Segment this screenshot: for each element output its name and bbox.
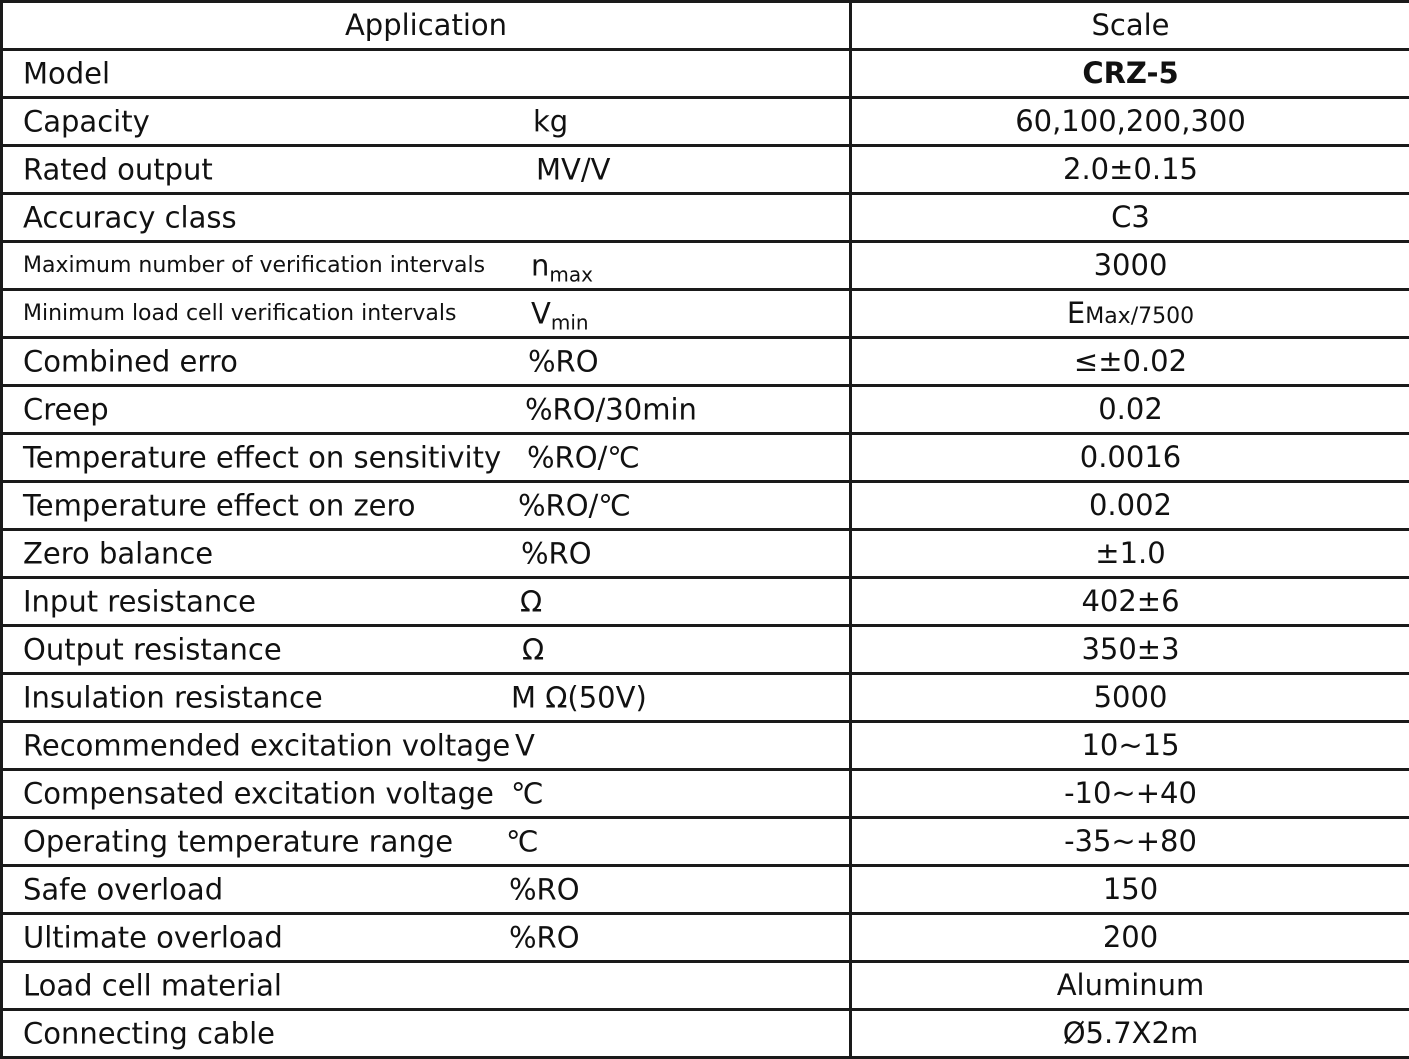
param-value: 60,100,200,300 <box>851 98 1409 146</box>
unit-main: n <box>531 248 550 282</box>
param-cell <box>2 674 851 722</box>
param-unit: %RO <box>521 536 592 570</box>
param-value: ±1.0 <box>851 530 1409 578</box>
table-row <box>2 626 1409 674</box>
param-name: Accuracy class <box>23 200 237 234</box>
param-name: Connecting cable <box>23 1016 275 1050</box>
param-name: Compensated excitation voltage <box>23 776 494 810</box>
table-row <box>2 338 1409 386</box>
param-name: Insulation resistance <box>23 680 323 714</box>
param-name: Temperature effect on sensitivity <box>23 440 502 474</box>
param-unit: %RO <box>528 344 599 378</box>
param-name: Zero balance <box>23 536 214 570</box>
param-value: 0.02 <box>851 386 1409 434</box>
param-name: Ultimate overload <box>23 920 283 954</box>
param-value: 0.002 <box>851 482 1409 530</box>
table-row <box>2 1010 1409 1058</box>
param-name: Maximum number of verification intervals <box>23 252 486 278</box>
param-name: Combined erro <box>23 344 238 378</box>
param-unit: %RO/℃ <box>527 440 640 474</box>
param-name: Temperature effect on zero <box>23 488 416 522</box>
param-cell <box>2 98 851 146</box>
unit-sub: min <box>550 310 589 334</box>
param-cell <box>2 194 851 242</box>
param-unit: %RO/℃ <box>518 488 631 522</box>
param-name: Creep <box>23 392 109 426</box>
param-cell <box>2 722 851 770</box>
param-name: Minimum load cell verification intervals <box>23 300 457 326</box>
param-name: Recommended excitation voltage <box>23 728 511 762</box>
param-cell <box>2 242 851 290</box>
param-name: Input resistance <box>23 584 257 618</box>
unit-main: V <box>531 296 551 330</box>
param-cell <box>2 1010 851 1058</box>
value-small: Max/7500 <box>1085 304 1195 329</box>
param-cell <box>2 530 851 578</box>
param-value: 150 <box>851 866 1409 914</box>
param-name: Operating temperature range <box>23 824 454 858</box>
param-value: ≤±0.02 <box>851 338 1409 386</box>
param-cell <box>2 146 851 194</box>
table-row <box>2 290 1409 338</box>
param-unit: %RO/30min <box>525 392 697 426</box>
param-value: -35~+80 <box>851 818 1409 866</box>
param-cell <box>2 962 851 1010</box>
param-cell <box>2 338 851 386</box>
param-unit <box>531 248 593 286</box>
param-unit <box>531 296 589 334</box>
param-unit: %RO <box>509 920 580 954</box>
param-value: 200 <box>851 914 1409 962</box>
param-unit: M Ω(50V) <box>511 680 647 714</box>
param-value: 3000 <box>851 242 1409 290</box>
param-value: CRZ-5 <box>851 50 1409 98</box>
table-row <box>2 98 1409 146</box>
table-row <box>2 530 1409 578</box>
header-application: Application <box>2 2 851 50</box>
param-cell <box>2 770 851 818</box>
param-value: 0.0016 <box>851 434 1409 482</box>
value-main: E <box>1066 296 1086 330</box>
param-name: Rated output <box>23 152 213 186</box>
param-value: 2.0±0.15 <box>851 146 1409 194</box>
param-unit: MV/V <box>536 152 611 186</box>
param-cell <box>2 626 851 674</box>
param-value: 10~15 <box>851 722 1409 770</box>
param-value: C3 <box>851 194 1409 242</box>
param-cell <box>2 434 851 482</box>
table-row <box>2 386 1409 434</box>
param-name: Output resistance <box>23 632 282 666</box>
param-cell <box>2 386 851 434</box>
table-row <box>2 194 1409 242</box>
table-row <box>2 866 1409 914</box>
param-value: -10~+40 <box>851 770 1409 818</box>
table-row <box>2 914 1409 962</box>
table-row <box>2 818 1409 866</box>
table-row <box>2 578 1409 626</box>
param-name: Capacity <box>23 104 150 138</box>
unit-sub: max <box>549 262 593 286</box>
param-cell <box>2 818 851 866</box>
param-cell <box>2 914 851 962</box>
table-row <box>2 434 1409 482</box>
table-header-row <box>2 2 1409 50</box>
param-unit: Ω <box>522 632 545 666</box>
header-scale: Scale <box>851 2 1409 50</box>
param-value: 402±6 <box>851 578 1409 626</box>
param-value <box>851 290 1409 338</box>
param-name: Safe overload <box>23 872 224 906</box>
param-unit: ℃ <box>506 824 539 858</box>
param-unit: Ω <box>520 584 543 618</box>
param-cell <box>2 50 851 98</box>
param-name: Load cell material <box>23 968 282 1002</box>
param-cell <box>2 578 851 626</box>
param-cell <box>2 290 851 338</box>
param-value: 350±3 <box>851 626 1409 674</box>
table-row <box>2 50 1409 98</box>
param-value: Aluminum <box>851 962 1409 1010</box>
table-row <box>2 146 1409 194</box>
param-unit: %RO <box>509 872 580 906</box>
param-value: Ø5.7X2m <box>851 1010 1409 1058</box>
param-name: Model <box>23 56 111 90</box>
param-cell <box>2 866 851 914</box>
table-row <box>2 770 1409 818</box>
param-unit: kg <box>533 104 569 138</box>
param-unit: V <box>515 728 535 762</box>
param-cell <box>2 482 851 530</box>
table-row <box>2 674 1409 722</box>
table-row <box>2 962 1409 1010</box>
param-unit: ℃ <box>511 776 544 810</box>
param-value: 5000 <box>851 674 1409 722</box>
table-row <box>2 482 1409 530</box>
table-row <box>2 722 1409 770</box>
table-row <box>2 242 1409 290</box>
